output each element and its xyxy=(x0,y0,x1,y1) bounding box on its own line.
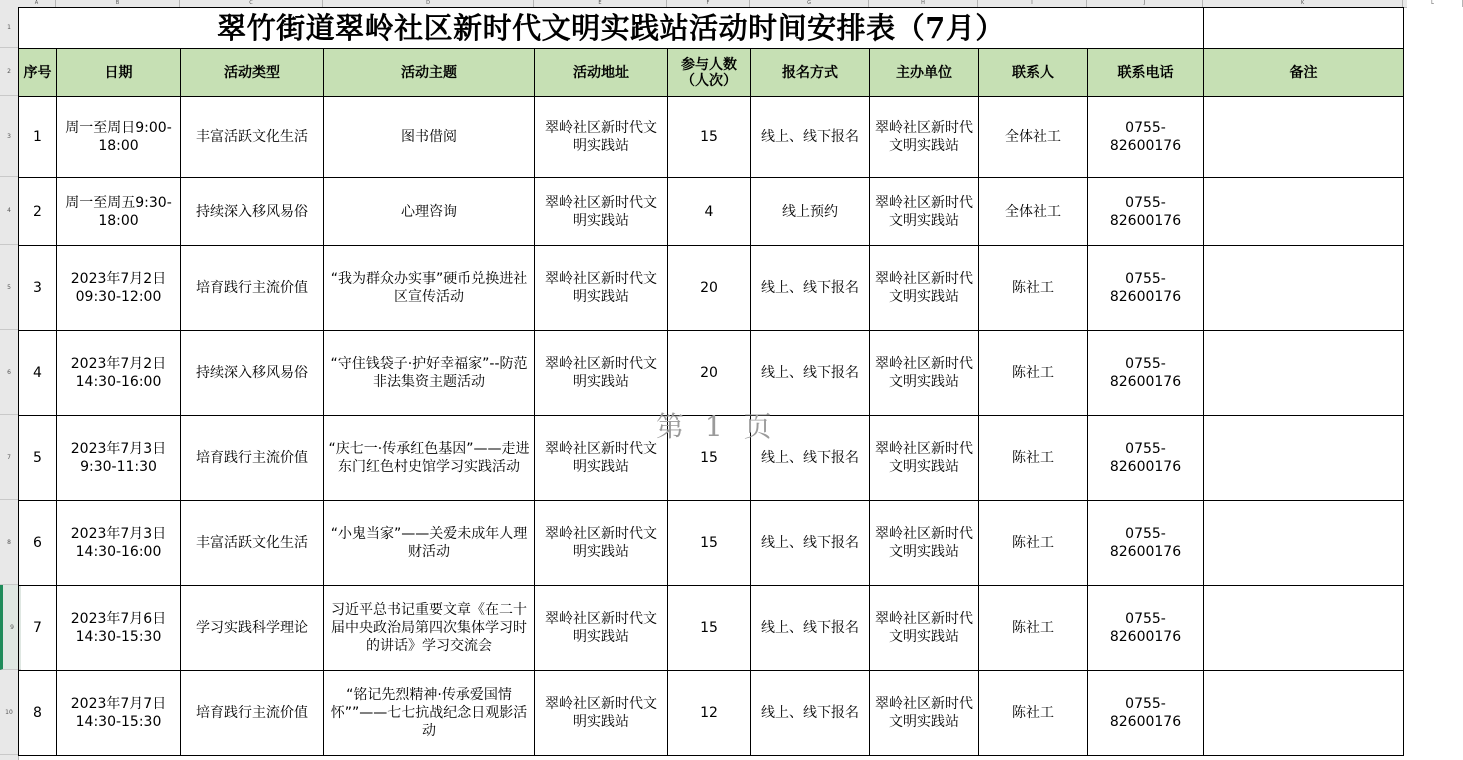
table-row xyxy=(19,246,1404,331)
column-letter-F[interactable]: F xyxy=(667,0,750,7)
row-number-7[interactable]: 7 xyxy=(0,415,18,500)
cell-remark[interactable] xyxy=(1204,246,1404,331)
cell-remark[interactable] xyxy=(1204,671,1404,756)
cell-remark[interactable] xyxy=(1204,416,1404,501)
cell-seq[interactable]: 7 xyxy=(19,586,57,671)
cell-organizer[interactable]: 翠岭社区新时代文明实践站 xyxy=(870,97,979,178)
header-organizer[interactable]: 主办单位 xyxy=(870,49,979,97)
cell-organizer[interactable]: 翠岭社区新时代文明实践站 xyxy=(870,416,979,501)
cell-type[interactable]: 持续深入移风易俗 xyxy=(181,178,324,246)
cell-theme[interactable]: “小鬼当家”——关爱未成年人理财活动 xyxy=(324,501,535,586)
cell-signup[interactable]: 线上、线下报名 xyxy=(751,586,870,671)
table-row xyxy=(19,178,1404,246)
header-remark[interactable]: 备注 xyxy=(1204,49,1404,97)
header-signup[interactable]: 报名方式 xyxy=(751,49,870,97)
cell-address[interactable]: 翠岭社区新时代文明实践站 xyxy=(535,97,668,178)
cell-organizer[interactable]: 翠岭社区新时代文明实践站 xyxy=(870,331,979,416)
header-phone[interactable]: 联系电话 xyxy=(1088,49,1204,97)
row-number-9[interactable]: 9 xyxy=(0,585,21,670)
column-letter-C[interactable]: C xyxy=(180,0,323,7)
cell-date[interactable]: 2023年7月3日14:30-16:00 xyxy=(57,501,181,586)
cell-count[interactable]: 15 xyxy=(668,97,751,178)
cell-count[interactable]: 15 xyxy=(668,416,751,501)
cell-phone[interactable]: 0755-82600176 xyxy=(1088,586,1204,671)
cell-seq[interactable]: 5 xyxy=(19,416,57,501)
cell-signup[interactable]: 线上、线下报名 xyxy=(751,501,870,586)
cell-signup[interactable]: 线上、线下报名 xyxy=(751,671,870,756)
row-number-3[interactable]: 3 xyxy=(0,96,18,177)
title-row xyxy=(19,8,1404,49)
cell-theme[interactable]: “庆七一·传承红色基因”——走进东门红色村史馆学习实践活动 xyxy=(324,416,535,501)
cell-contact[interactable]: 全体社工 xyxy=(979,97,1088,178)
row-number-10[interactable]: 10 xyxy=(0,670,18,755)
column-letter-H[interactable]: H xyxy=(869,0,978,7)
cell-contact[interactable]: 全体社工 xyxy=(979,178,1088,246)
cell-type[interactable]: 学习实践科学理论 xyxy=(181,586,324,671)
cell-count[interactable]: 12 xyxy=(668,671,751,756)
column-letter-I[interactable]: I xyxy=(978,0,1087,7)
cell-signup[interactable]: 线上、线下报名 xyxy=(751,97,870,178)
column-letter-A[interactable]: A xyxy=(18,0,56,7)
cell-count[interactable]: 4 xyxy=(668,178,751,246)
sheet-title[interactable]: 翠竹街道翠岭社区新时代文明实践站活动时间安排表（7月） xyxy=(19,8,1204,49)
cell-phone[interactable]: 0755-82600176 xyxy=(1088,671,1204,756)
row-number-2[interactable]: 2 xyxy=(0,48,18,96)
table-row xyxy=(19,416,1404,501)
cell-remark[interactable] xyxy=(1204,501,1404,586)
cell-organizer[interactable]: 翠岭社区新时代文明实践站 xyxy=(870,501,979,586)
cell-theme[interactable]: “我为群众办实事”硬币兑换进社区宣传活动 xyxy=(324,246,535,331)
cell-seq[interactable]: 8 xyxy=(19,671,57,756)
cell-type[interactable]: 培育践行主流价值 xyxy=(181,246,324,331)
cell-organizer[interactable]: 翠岭社区新时代文明实践站 xyxy=(870,178,979,246)
row-number-6[interactable]: 6 xyxy=(0,330,18,415)
cell-signup[interactable]: 线上、线下报名 xyxy=(751,416,870,501)
cell-type[interactable]: 持续深入移风易俗 xyxy=(181,331,324,416)
cell-signup[interactable]: 线上、线下报名 xyxy=(751,246,870,331)
header-count[interactable]: 参与人数（人次） xyxy=(668,49,751,97)
cell-remark[interactable] xyxy=(1204,331,1404,416)
header-contact[interactable]: 联系人 xyxy=(979,49,1088,97)
header-row xyxy=(19,49,1404,97)
header-address[interactable]: 活动地址 xyxy=(535,49,668,97)
cell-organizer[interactable]: 翠岭社区新时代文明实践站 xyxy=(870,671,979,756)
cell-theme[interactable]: 心理咨询 xyxy=(324,178,535,246)
cell-type[interactable]: 丰富活跃文化生活 xyxy=(181,97,324,178)
cell-organizer[interactable]: 翠岭社区新时代文明实践站 xyxy=(870,246,979,331)
cell-seq[interactable]: 3 xyxy=(19,246,57,331)
cell-type[interactable]: 培育践行主流价值 xyxy=(181,416,324,501)
row-header-bar[interactable] xyxy=(0,7,19,760)
cell-phone[interactable]: 0755-82600176 xyxy=(1088,246,1204,331)
cell-type[interactable]: 丰富活跃文化生活 xyxy=(181,501,324,586)
cell-theme[interactable]: 图书借阅 xyxy=(324,97,535,178)
cell-count[interactable]: 15 xyxy=(668,586,751,671)
cell-address[interactable]: 翠岭社区新时代文明实践站 xyxy=(535,501,668,586)
cell-signup[interactable]: 线上预约 xyxy=(751,178,870,246)
cell-contact[interactable]: 陈社工 xyxy=(979,501,1088,586)
cell-signup[interactable]: 线上、线下报名 xyxy=(751,331,870,416)
cell-count[interactable]: 15 xyxy=(668,501,751,586)
cell-date[interactable]: 2023年7月3日9:30-11:30 xyxy=(57,416,181,501)
cell-theme[interactable]: “守住钱袋子·护好幸福家”--防范非法集资主题活动 xyxy=(324,331,535,416)
column-letter-J[interactable]: J xyxy=(1087,0,1203,7)
cell-date[interactable]: 周一至周五9:30-18:00 xyxy=(57,178,181,246)
header-date[interactable]: 日期 xyxy=(57,49,181,97)
cell-seq[interactable]: 6 xyxy=(19,501,57,586)
header-theme[interactable]: 活动主题 xyxy=(324,49,535,97)
cell-organizer[interactable]: 翠岭社区新时代文明实践站 xyxy=(870,586,979,671)
row-number-4[interactable]: 4 xyxy=(0,177,18,245)
page-watermark: 第 1 页 xyxy=(656,410,778,443)
cell-theme[interactable]: 习近平总书记重要文章《在二十届中央政治局第四次集体学习时的讲话》学习交流会 xyxy=(324,586,535,671)
table-row xyxy=(19,671,1404,756)
row-number-1[interactable]: 1 xyxy=(0,7,18,48)
cell-date[interactable]: 2023年7月7日14:30-15:30 xyxy=(57,671,181,756)
cell-date[interactable]: 2023年7月2日14:30-16:00 xyxy=(57,331,181,416)
cell-address[interactable]: 翠岭社区新时代文明实践站 xyxy=(535,671,668,756)
cell-phone[interactable]: 0755-82600176 xyxy=(1088,97,1204,178)
cell-address[interactable]: 翠岭社区新时代文明实践站 xyxy=(535,246,668,331)
title-row-blank-cell[interactable] xyxy=(1204,8,1404,49)
cell-remark[interactable] xyxy=(1204,586,1404,671)
cell-address[interactable]: 翠岭社区新时代文明实践站 xyxy=(535,331,668,416)
cell-phone[interactable]: 0755-82600176 xyxy=(1088,501,1204,586)
column-letter-E[interactable]: E xyxy=(534,0,667,7)
column-letter-B[interactable]: B xyxy=(56,0,180,7)
cell-phone[interactable]: 0755-82600176 xyxy=(1088,331,1204,416)
column-letter-G[interactable]: G xyxy=(750,0,869,7)
cell-address[interactable]: 翠岭社区新时代文明实践站 xyxy=(535,416,668,501)
cell-address[interactable]: 翠岭社区新时代文明实践站 xyxy=(535,178,668,246)
table-row xyxy=(19,586,1404,671)
row-number-8[interactable]: 8 xyxy=(0,500,18,585)
header-type[interactable]: 活动类型 xyxy=(181,49,324,97)
cell-date[interactable]: 周一至周日9:00-18:00 xyxy=(57,97,181,178)
cell-phone[interactable]: 0755-82600176 xyxy=(1088,178,1204,246)
cell-seq[interactable]: 1 xyxy=(19,97,57,178)
cell-count[interactable]: 20 xyxy=(668,331,751,416)
cell-type[interactable]: 培育践行主流价值 xyxy=(181,671,324,756)
cell-contact[interactable]: 陈社工 xyxy=(979,331,1088,416)
cell-seq[interactable]: 4 xyxy=(19,331,57,416)
cell-remark[interactable] xyxy=(1204,97,1404,178)
cell-phone[interactable]: 0755-82600176 xyxy=(1088,416,1204,501)
cell-theme[interactable]: “铭记先烈精神·传承爱国情怀””——七七抗战纪念日观影活动 xyxy=(324,671,535,756)
column-letter-K[interactable]: K xyxy=(1203,0,1403,7)
table-row xyxy=(19,501,1404,586)
cell-contact[interactable]: 陈社工 xyxy=(979,671,1088,756)
cell-date[interactable]: 2023年7月2日09:30-12:00 xyxy=(57,246,181,331)
cell-remark[interactable] xyxy=(1204,178,1404,246)
cell-count[interactable]: 20 xyxy=(668,246,751,331)
row-number-5[interactable]: 5 xyxy=(0,245,18,330)
cell-address[interactable]: 翠岭社区新时代文明实践站 xyxy=(535,586,668,671)
column-letter-L[interactable]: L xyxy=(1403,0,1463,7)
spreadsheet-table xyxy=(18,7,1404,756)
cell-contact[interactable]: 陈社工 xyxy=(979,416,1088,501)
column-letter-D[interactable]: D xyxy=(323,0,534,7)
table-row xyxy=(19,331,1404,416)
cell-contact[interactable]: 陈社工 xyxy=(979,246,1088,331)
cell-contact[interactable]: 陈社工 xyxy=(979,586,1088,671)
table-row xyxy=(19,97,1404,178)
cell-date[interactable]: 2023年7月6日14:30-15:30 xyxy=(57,586,181,671)
header-seq[interactable]: 序号 xyxy=(19,49,57,97)
cell-seq[interactable]: 2 xyxy=(19,178,57,246)
